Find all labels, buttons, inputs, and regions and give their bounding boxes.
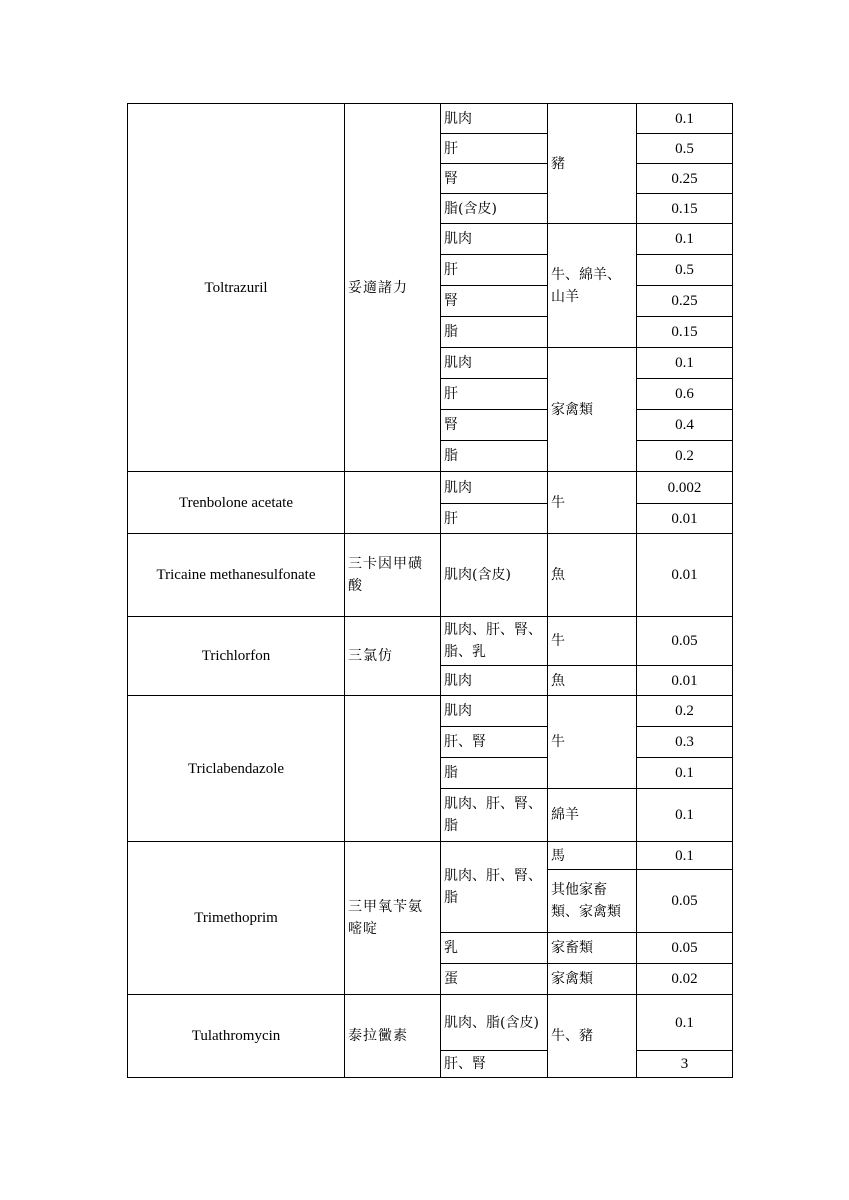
species: 牛、豬: [548, 995, 637, 1078]
chinese-name: 三卡因甲磺酸: [345, 534, 441, 617]
mrl-value: 0.1: [637, 789, 733, 842]
mrl-value: 0.01: [637, 666, 733, 696]
mrl-value: 0.3: [637, 727, 733, 758]
table-row: [128, 534, 733, 617]
mrl-value: 0.15: [637, 317, 733, 348]
drug-name: Trimethoprim: [128, 842, 345, 995]
mrl-value: 0.1: [637, 104, 733, 134]
chinese-name: [345, 472, 441, 534]
species: 牛: [548, 696, 637, 789]
species: 魚: [548, 534, 637, 617]
tissue: 脂: [441, 317, 548, 348]
chinese-name: 泰拉黴素: [345, 995, 441, 1078]
drug-name: Trenbolone acetate: [128, 472, 345, 534]
mrl-value: 0.01: [637, 504, 733, 534]
mrl-value: 0.1: [637, 224, 733, 255]
mrl-value: 0.1: [637, 995, 733, 1051]
tissue: 腎: [441, 286, 548, 317]
mrl-value: 0.05: [637, 617, 733, 666]
mrl-value: 0.05: [637, 933, 733, 964]
species: 馬: [548, 842, 637, 870]
drug-name: Triclabendazole: [128, 696, 345, 842]
table-row: [128, 842, 733, 870]
mrl-value: 0.25: [637, 164, 733, 194]
mrl-value: 0.25: [637, 286, 733, 317]
chinese-name: [345, 696, 441, 842]
mrl-value: 0.002: [637, 472, 733, 504]
mrl-value: 0.5: [637, 255, 733, 286]
tissue: 肝: [441, 255, 548, 286]
species: 家禽類: [548, 348, 637, 472]
table-row: [128, 617, 733, 666]
tissue: 肝: [441, 504, 548, 534]
tissue: 肌肉: [441, 696, 548, 727]
tissue: 肌肉: [441, 224, 548, 255]
tissue: 蛋: [441, 964, 548, 995]
species: 豬: [548, 104, 637, 224]
species: 家禽類: [548, 964, 637, 995]
mrl-value: 0.1: [637, 842, 733, 870]
species: 其他家畜類、家禽類: [548, 870, 637, 933]
species: 家畜類: [548, 933, 637, 964]
tissue: 肌肉: [441, 666, 548, 696]
tissue: 肌肉(含皮): [441, 534, 548, 617]
tissue: 肝: [441, 379, 548, 410]
species: 魚: [548, 666, 637, 696]
drug-name: Toltrazuril: [128, 104, 345, 472]
mrl-value: 0.1: [637, 348, 733, 379]
tissue: 肌肉、脂(含皮): [441, 995, 548, 1051]
drug-name: Trichlorfon: [128, 617, 345, 696]
table-row: [128, 696, 733, 727]
drug-name: Tricaine methanesulfonate: [128, 534, 345, 617]
tissue: 肝、腎: [441, 727, 548, 758]
tissue: 肝、腎: [441, 1051, 548, 1078]
chinese-name: 妥適諸力: [345, 104, 441, 472]
species: 綿羊: [548, 789, 637, 842]
tissue: 肌肉、肝、腎、脂: [441, 842, 548, 933]
tissue: 脂: [441, 441, 548, 472]
chinese-name: 三甲氧苄氨嘧啶: [345, 842, 441, 995]
mrl-value: 3: [637, 1051, 733, 1078]
drug-name: Tulathromycin: [128, 995, 345, 1078]
tissue: 脂: [441, 758, 548, 789]
tissue: 乳: [441, 933, 548, 964]
tissue: 肝: [441, 134, 548, 164]
table-row: [128, 104, 733, 134]
mrl-value: 0.05: [637, 870, 733, 933]
tissue: 脂(含皮): [441, 194, 548, 224]
mrl-value: 0.2: [637, 696, 733, 727]
table-row: [128, 472, 733, 504]
tissue: 肌肉: [441, 472, 548, 504]
tissue: 肌肉、肝、腎、脂: [441, 789, 548, 842]
mrl-value: 0.5: [637, 134, 733, 164]
mrl-value: 0.2: [637, 441, 733, 472]
tissue: 肌肉: [441, 104, 548, 134]
mrl-value: 0.1: [637, 758, 733, 789]
mrl-value: 0.4: [637, 410, 733, 441]
table-row: [128, 995, 733, 1051]
mrl-value: 0.15: [637, 194, 733, 224]
chinese-name: 三氯仿: [345, 617, 441, 696]
tissue: 腎: [441, 164, 548, 194]
residue-limits-table: [127, 103, 733, 1078]
species: 牛: [548, 472, 637, 534]
species: 牛: [548, 617, 637, 666]
mrl-value: 0.6: [637, 379, 733, 410]
species: 牛、綿羊、山羊: [548, 224, 637, 348]
mrl-value: 0.01: [637, 534, 733, 617]
mrl-value: 0.02: [637, 964, 733, 995]
tissue: 腎: [441, 410, 548, 441]
tissue: 肌肉: [441, 348, 548, 379]
tissue: 肌肉、肝、腎、脂、乳: [441, 617, 548, 666]
